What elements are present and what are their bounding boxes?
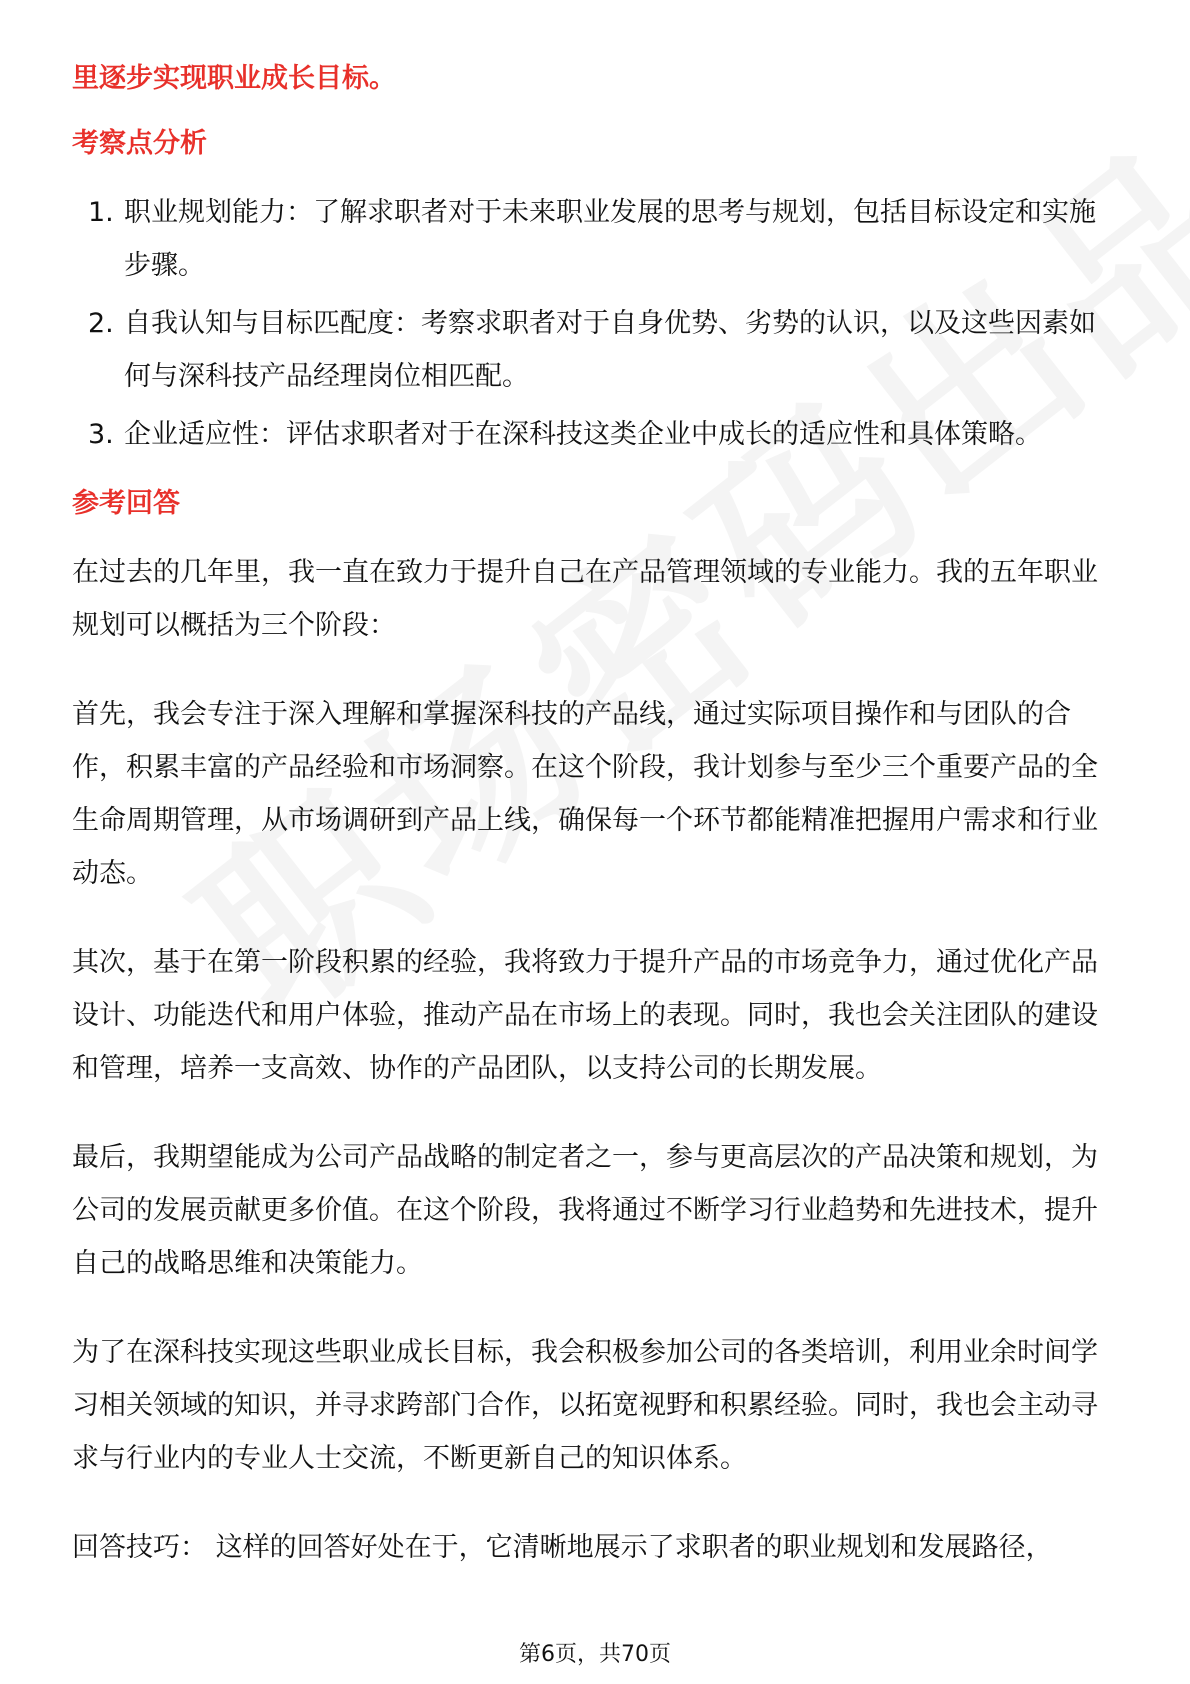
item-text: 企业适应性：评估求职者对于在深科技这类企业中成长的适应性和具体策略。: [124, 419, 1042, 450]
item-number: 1.: [88, 197, 114, 228]
answer-paragraph: 为了在深科技实现这些职业成长目标，我会积极参加公司的各类培训，利用业余时间学习相关领域的知识，并寻求跨部门合作，以拓宽视野和积累经验。同时，我也会主动寻求与行业内的专业人士交流，不断更新自己的知识体系。: [72, 1337, 1098, 1474]
page-number: 第6页，共70页: [519, 1642, 671, 1667]
analysis-item: [72, 297, 1118, 403]
item-number: 2.: [88, 308, 114, 339]
analysis-item: [72, 186, 1118, 292]
answer-section: [72, 477, 1118, 1574]
answer-tip: 回答技巧： 这样的回答好处在于，它清晰地展示了求职者的职业规划和发展路径，: [72, 1532, 1053, 1563]
analysis-section: [72, 117, 1118, 461]
item-number: 3.: [88, 419, 114, 450]
analysis-heading: 考察点分析: [72, 128, 207, 159]
item-text: 职业规划能力：了解求职者对于未来职业发展的思考与规划，包括目标设定和实施步骤。: [124, 197, 1096, 281]
continued-text: 里逐步实现职业成长目标。: [72, 63, 396, 94]
answer-paragraph: 最后，我期望能成为公司产品战略的制定者之一，参与更高层次的产品决策和规划，为公司的发展贡献更多价值。在这个阶段，我将通过不断学习行业趋势和先进技术，提升自己的战略思维和决策能力。: [72, 1142, 1098, 1279]
answer-paragraph: 首先，我会专注于深入理解和掌握深科技的产品线，通过实际项目操作和与团队的合作，积累丰富的产品经验和市场洞察。在这个阶段，我计划参与至少三个重要产品的全生命周期管理，从市场调研到产品上线，确保每一个环节都能精准把握用户需求和行业动态。: [72, 699, 1098, 889]
analysis-list: [72, 186, 1118, 461]
analysis-item: [72, 408, 1118, 461]
item-text: 自我认知与目标匹配度：考察求职者对于自身优势、劣势的认识，以及这些因素如何与深科技产品经理岗位相匹配。: [124, 308, 1096, 392]
page-content: [72, 52, 1118, 1574]
answer-heading: 参考回答: [72, 488, 180, 519]
answer-paragraph: 在过去的几年里，我一直在致力于提升自己在产品管理领域的专业能力。我的五年职业规划可以概括为三个阶段：: [72, 557, 1098, 641]
answer-paragraph: 其次，基于在第一阶段积累的经验，我将致力于提升产品的市场竞争力，通过优化产品设计、功能迭代和用户体验，推动产品在市场上的表现。同时，我也会关注团队的建设和管理，培养一支高效、协作的产品团队，以支持公司的长期发展。: [72, 947, 1098, 1084]
